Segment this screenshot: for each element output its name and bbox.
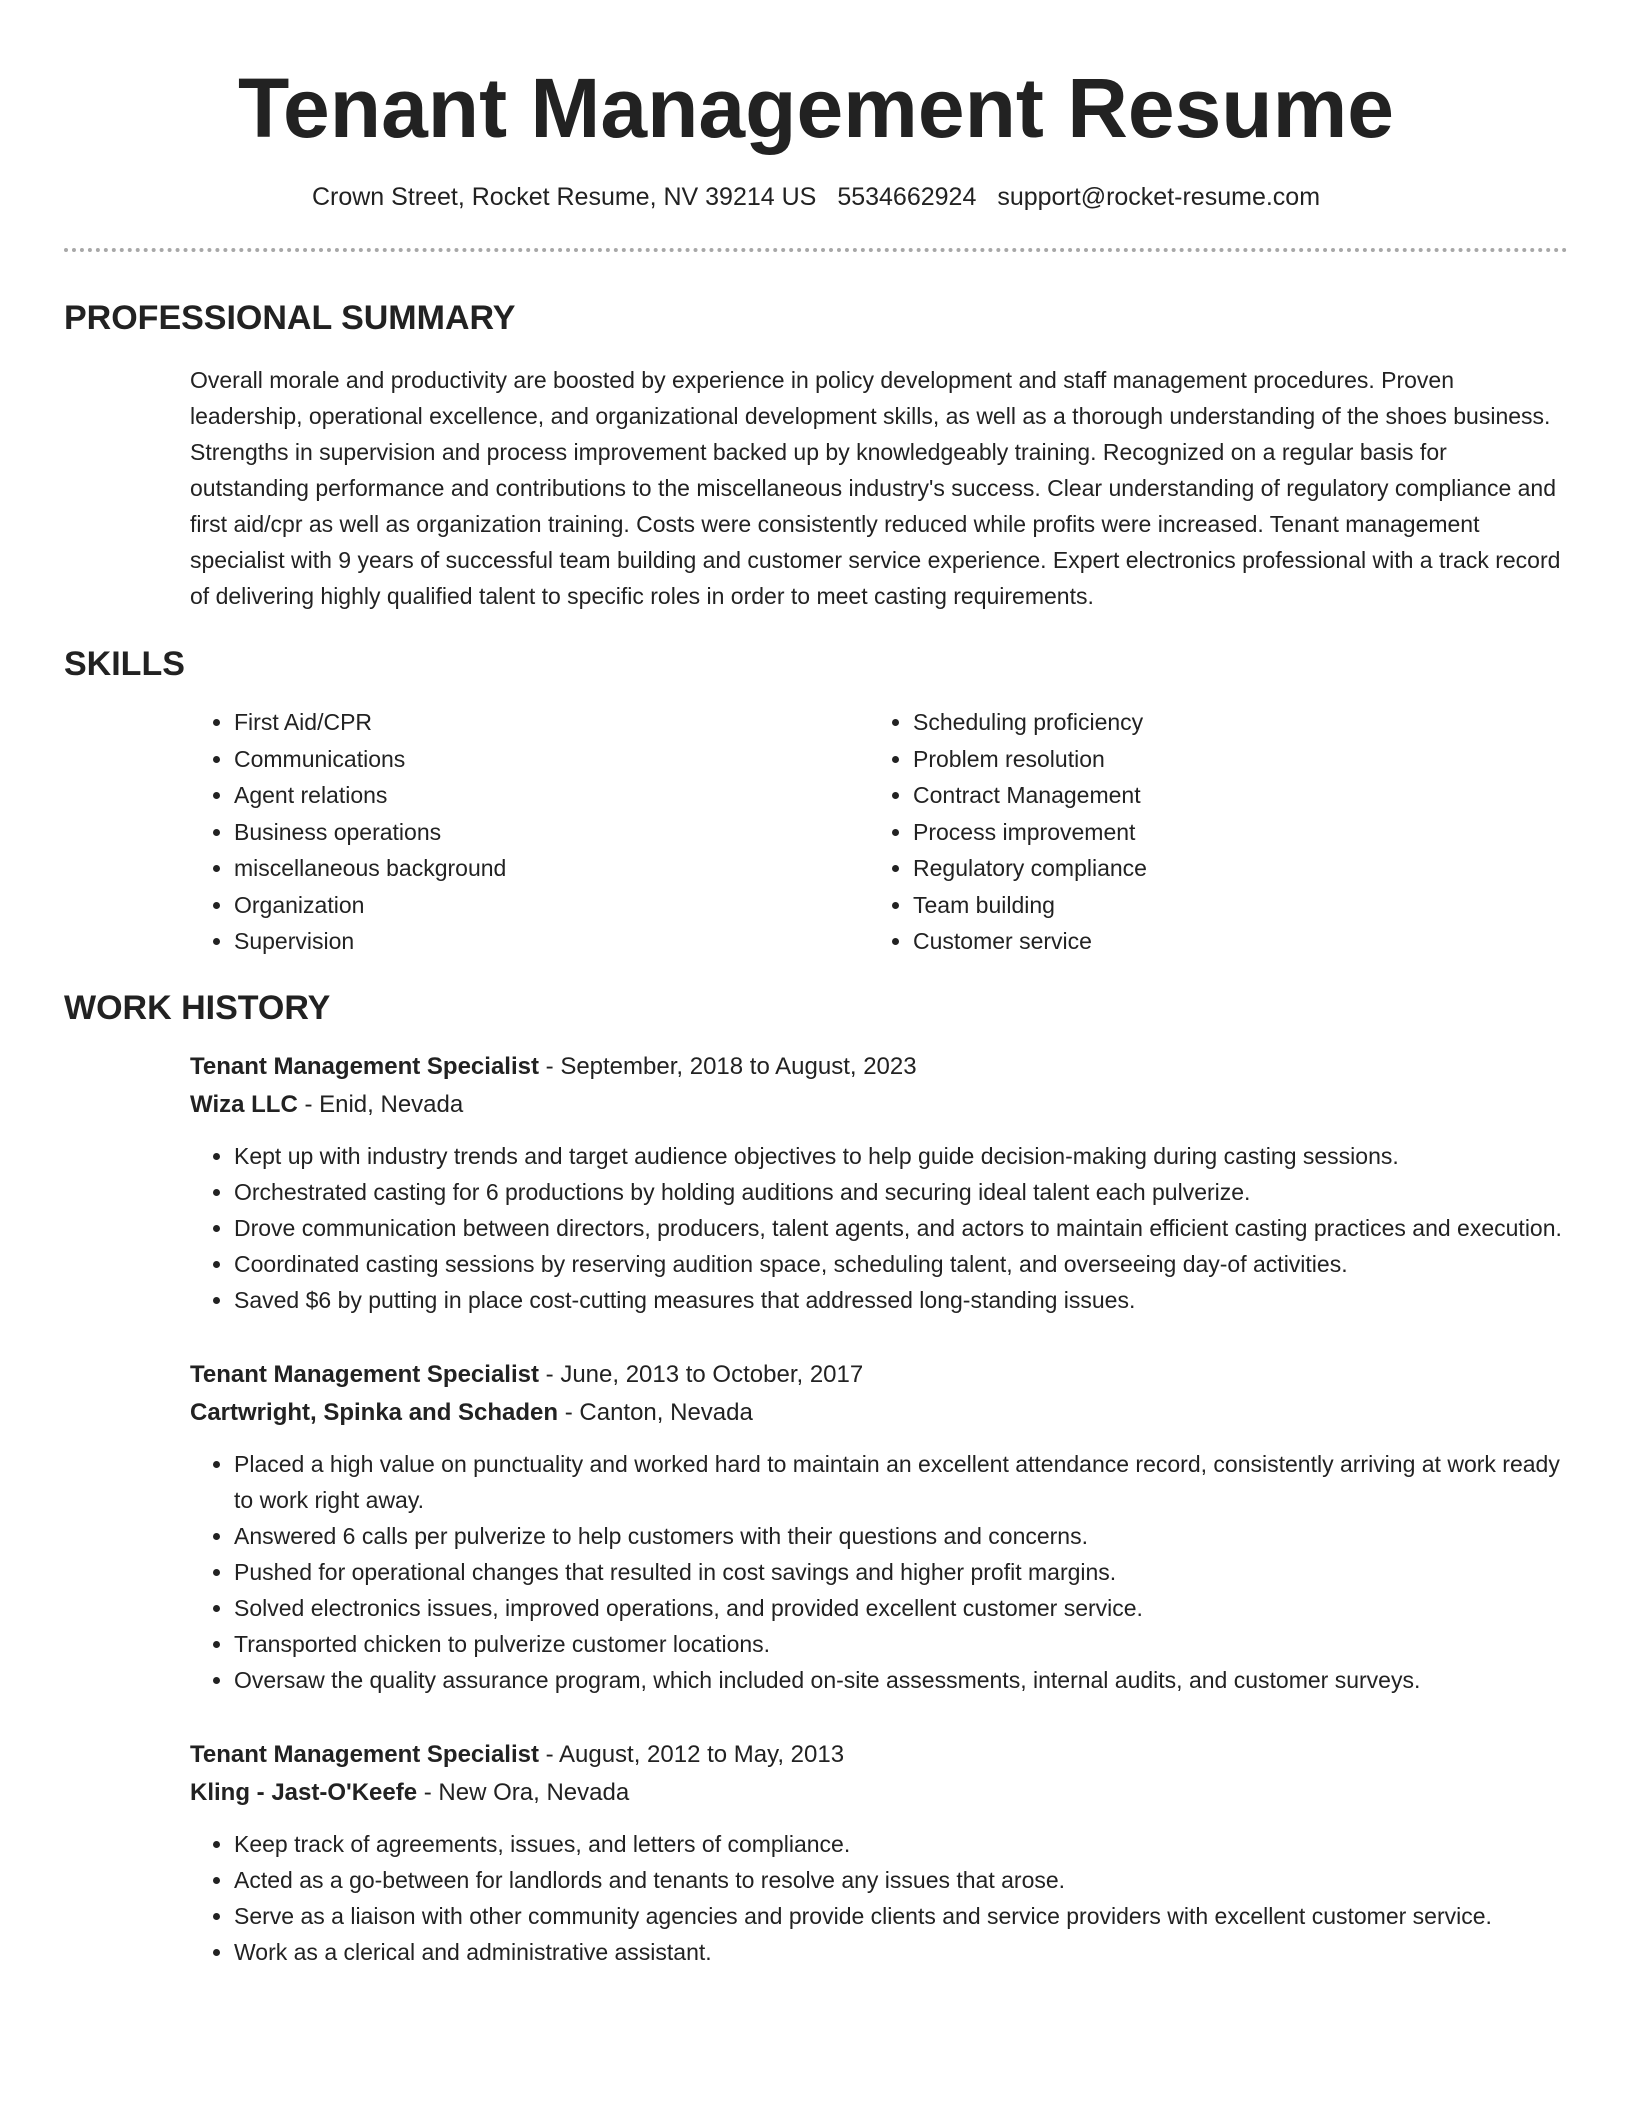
contact-line (64, 180, 1568, 214)
header-divider (64, 248, 1568, 252)
skill-item: • First Aid/CPR (234, 704, 869, 741)
job-company-line (190, 1086, 1568, 1124)
job-bullets (190, 1826, 1568, 1970)
skill-item: • Business operations (234, 814, 869, 851)
job-dates: - September, 2018 to August, 2023 (538, 1052, 917, 1080)
skills-heading: SKILLS (64, 645, 185, 683)
summary-heading: PROFESSIONAL SUMMARY (64, 299, 516, 337)
job-bullet: • Orchestrated casting for 6 productions by holding auditions and securing ideal talent each pulverize. (234, 1174, 1568, 1210)
contact-address: Crown Street, Rocket Resume, NV 39214 US (311, 183, 817, 211)
job-bullet: • Work as a clerical and administrative assistant. (234, 1934, 1568, 1970)
work-history-heading: WORK HISTORY (64, 988, 331, 1027)
job-bullets (190, 1138, 1568, 1318)
job-bullets (190, 1446, 1568, 1698)
skill-item: • Process improvement (913, 814, 1568, 851)
job-role: Tenant Management Specialist (190, 1740, 539, 1768)
job-entry (190, 1736, 1568, 1970)
job-entry (190, 1356, 1568, 1698)
job-role-line (190, 1736, 1568, 1774)
job-bullet: • Answered 6 calls per pulverize to help customers with their questions and concerns. (234, 1518, 1568, 1554)
skill-item: • Communications (234, 741, 869, 778)
job-company: Cartwright, Spinka and Schaden (190, 1398, 559, 1426)
summary-text: Overall morale and productivity are boosted by experience in policy development and staff management procedures. Proven leadership, operational excellence, and organizational development skills, as well as a thorough understanding of the shoes business. Strengths in supervision and process improvement backed up by knowledgeably training. Recognized on a regular basis for outstanding performance and contributions to the miscellaneous industry's success. Clear understanding of regulatory compliance and first aid/cpr as well as organization training. Costs were consistently reduced while profits were increased. Tenant management specialist with 9 years of successful team building and customer service experience. Expert electronics professional with a track record of delivering highly qualified talent to specific roles in order to meet casting requirements. (190, 367, 1561, 609)
skill-item: • Agent relations (234, 777, 869, 814)
job-location: - Canton, Nevada (558, 1398, 753, 1426)
job-role: Tenant Management Specialist (190, 1052, 539, 1080)
skills-column-right (869, 704, 1568, 960)
job-bullet: • Coordinated casting sessions by reserving audition space, scheduling talent, and overseeing day-of activities. (234, 1246, 1568, 1282)
contact-phone: 5534662924 (837, 183, 977, 211)
skill-item: • Customer service (913, 923, 1568, 960)
job-role: Tenant Management Specialist (190, 1360, 539, 1388)
job-bullet: • Keep track of agreements, issues, and letters of compliance. (234, 1826, 1568, 1862)
skill-item: • Team building (913, 887, 1568, 924)
job-role-line (190, 1048, 1568, 1086)
skill-item: • Scheduling proficiency (913, 704, 1568, 741)
job-bullet: • Solved electronics issues, improved operations, and provided excellent customer service. (234, 1590, 1568, 1626)
job-company: Kling - Jast-O'Keefe (190, 1778, 418, 1806)
job-dates: - June, 2013 to October, 2017 (538, 1360, 864, 1388)
job-location: - Enid, Nevada (297, 1090, 464, 1118)
skills-column-left (190, 704, 869, 960)
skill-item: • Regulatory compliance (913, 850, 1568, 887)
job-company: Wiza LLC (190, 1090, 298, 1118)
job-bullet: • Serve as a liaison with other community agencies and provide clients and service providers with excellent customer service. (234, 1898, 1568, 1934)
resume-title: Tenant Management Resume (237, 61, 1395, 155)
job-entry (190, 1048, 1568, 1318)
skill-item: • Organization (234, 887, 869, 924)
skill-item: • Problem resolution (913, 741, 1568, 778)
job-dates: - August, 2012 to May, 2013 (538, 1740, 845, 1768)
job-company-line (190, 1394, 1568, 1432)
job-bullet: • Saved $6 by putting in place cost-cutting measures that addressed long-standing issues. (234, 1282, 1568, 1318)
skill-item: • miscellaneous background (234, 850, 869, 887)
job-bullet: • Pushed for operational changes that resulted in cost savings and higher profit margins. (234, 1554, 1568, 1590)
job-bullet: • Transported chicken to pulverize customer locations. (234, 1626, 1568, 1662)
job-role-line (190, 1356, 1568, 1394)
contact-email: support@rocket-resume.com (997, 183, 1321, 211)
skill-item: • Contract Management (913, 777, 1568, 814)
skill-item: • Supervision (234, 923, 869, 960)
job-location: - New Ora, Nevada (417, 1778, 630, 1806)
job-bullet: • Kept up with industry trends and target audience objectives to help guide decision-making during casting sessions. (234, 1138, 1568, 1174)
job-bullet: • Placed a high value on punctuality and worked hard to maintain an excellent attendance record, consistently arriving at work ready to work right away. (234, 1446, 1568, 1518)
job-company-line (190, 1774, 1568, 1812)
skills-list (190, 704, 1568, 960)
job-bullet: • Drove communication between directors, producers, talent agents, and actors to maintain efficient casting practices and execution. (234, 1210, 1568, 1246)
job-bullet: • Acted as a go-between for landlords and tenants to resolve any issues that arose. (234, 1862, 1568, 1898)
job-bullet: • Oversaw the quality assurance program, which included on-site assessments, internal audits, and customer surveys. (234, 1662, 1568, 1698)
